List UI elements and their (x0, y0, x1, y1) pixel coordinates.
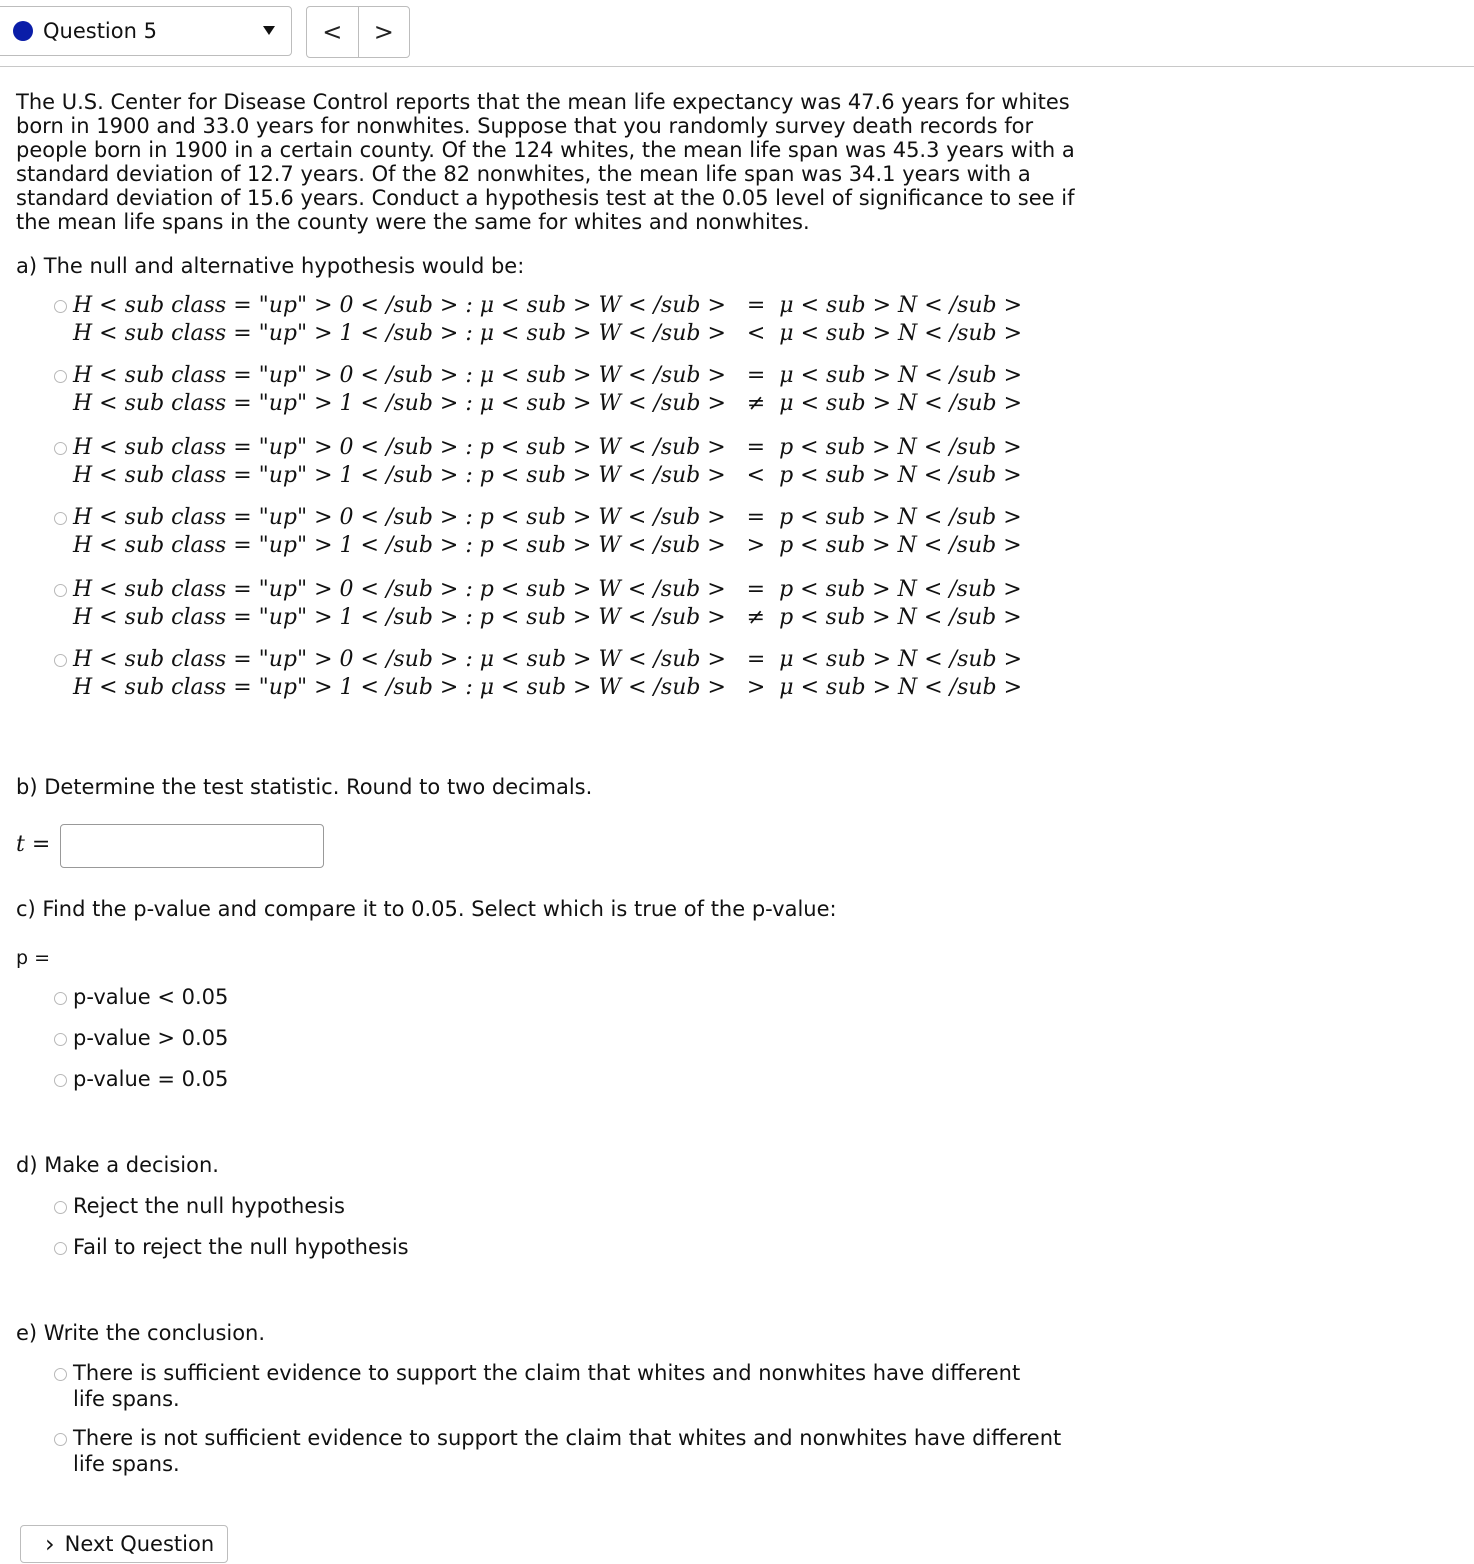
radio-button[interactable] (54, 1368, 67, 1381)
h0-line: H < sub class = "up" > 0 < /sub > : p < sub > W < /sub > = p < sub > N < /sub > (73, 505, 1029, 530)
problem-text: The U.S. Center for Disease Control reports that the mean life expectancy was 47.6 years for whites born in 1900 and 33.0 years for nonwhites. Suppose that you randomly survey death records for people born in 1900 in a certain county. Of the 124 whites, the mean life span was 45.3 years with a standard deviation of 12.7 years. Of the 82 nonwhites, the mean life span was 34.1 years with a standard deviation of 15.6 years. Conduct a hypothesis test at the 0.05 level of significance to see if the mean life spans in the county were the same for whites and nonwhites. (16, 90, 1075, 234)
h0-line: H < sub class = "up" > 0 < /sub > : μ < sub > W < /sub > = μ < sub > N < /sub > (73, 293, 1030, 318)
h1-line: H < sub class = "up" > 1 < /sub > : p < sub > W < /sub > > p < sub > N < /sub > (73, 533, 1029, 558)
radio-button[interactable] (54, 1242, 67, 1255)
radio-button[interactable] (54, 300, 67, 313)
hypothesis-option-1-text (73, 292, 1029, 348)
hypothesis-option-5-text (73, 576, 1029, 632)
part-d-prompt: d) Make a decision. (16, 1153, 219, 1177)
hypothesis-option-1[interactable] (54, 292, 1029, 348)
test-statistic-input[interactable] (60, 824, 324, 868)
decision-option-reject-label: Reject the null hypothesis (73, 1194, 345, 1218)
part-e-prompt: e) Write the conclusion. (16, 1321, 266, 1345)
radio-button[interactable] (54, 1074, 67, 1087)
h0-line: H < sub class = "up" > 0 < /sub > : μ < sub > W < /sub > = μ < sub > N < /sub > (73, 363, 1030, 388)
part-a-prompt: a) The null and alternative hypothesis would be: (16, 254, 525, 278)
p-value-option-2[interactable] (54, 1025, 228, 1051)
radio-button[interactable] (54, 1201, 67, 1214)
part-c-prompt: c) Find the p-value and compare it to 0.05. Select which is true of the p-value: (16, 897, 837, 921)
radio-button[interactable] (54, 442, 67, 455)
h1-line: H < sub class = "up" > 1 < /sub > : p < sub > W < /sub > < p < sub > N < /sub > (73, 463, 1029, 488)
conclusion-option-not-sufficient-label: There is not sufficient evidence to support the claim that whites and nonwhites have different life spans. (73, 1426, 1062, 1476)
question-select[interactable] (0, 6, 292, 56)
conclusion-option-not-sufficient[interactable] (54, 1425, 1064, 1477)
conclusion-option-sufficient[interactable] (54, 1360, 1044, 1412)
hypothesis-option-4[interactable] (54, 504, 1029, 560)
h1-line: H < sub class = "up" > 1 < /sub > : μ < sub > W < /sub > < μ < sub > N < /sub > (73, 321, 1030, 346)
p-value-option-2-label: p-value > 0.05 (73, 1026, 229, 1050)
radio-button[interactable] (54, 584, 67, 597)
h0-line: H < sub class = "up" > 0 < /sub > : p < sub > W < /sub > = p < sub > N < /sub > (73, 435, 1029, 460)
question-status-dot (13, 21, 33, 41)
p-value-option-1[interactable] (54, 984, 228, 1010)
next-question-button[interactable] (20, 1525, 228, 1563)
hypothesis-option-6-text (73, 646, 1029, 702)
next-question-label: Next Question (64, 1532, 215, 1556)
t-label: t = (16, 832, 51, 857)
p-value-option-3-label: p-value = 0.05 (73, 1067, 229, 1091)
chevron-right-icon: › (45, 1530, 55, 1558)
hypothesis-option-5[interactable] (54, 576, 1029, 632)
h1-line: H < sub class = "up" > 1 < /sub > : p < sub > W < /sub > ≠ p < sub > N < /sub > (73, 605, 1029, 630)
conclusion-option-sufficient-label: There is sufficient evidence to support the claim that whites and nonwhites have different life spans. (73, 1361, 1021, 1411)
decision-option-reject[interactable] (54, 1193, 345, 1219)
part-b-prompt: b) Determine the test statistic. Round to two decimals. (16, 775, 593, 799)
decision-option-fail-to-reject[interactable] (54, 1234, 409, 1260)
p-value-option-3[interactable] (54, 1066, 228, 1092)
hypothesis-option-2-text (73, 362, 1029, 418)
p-value-label: p = (16, 947, 51, 969)
decision-option-fail-to-reject-label: Fail to reject the null hypothesis (73, 1235, 409, 1259)
radio-button[interactable] (54, 654, 67, 667)
h0-line: H < sub class = "up" > 0 < /sub > : μ < sub > W < /sub > = μ < sub > N < /sub > (73, 647, 1030, 672)
hypothesis-option-3-text (73, 434, 1029, 490)
hypothesis-option-2[interactable] (54, 362, 1029, 418)
hypothesis-option-3[interactable] (54, 434, 1029, 490)
next-question-arrow-button[interactable]: > (358, 7, 410, 57)
dropdown-arrow-icon (263, 26, 275, 35)
radio-button[interactable] (54, 992, 67, 1005)
hypothesis-option-4-text (73, 504, 1029, 560)
h1-line: H < sub class = "up" > 1 < /sub > : μ < sub > W < /sub > ≠ μ < sub > N < /sub > (73, 391, 1030, 416)
p-value-option-1-label: p-value < 0.05 (73, 985, 229, 1009)
previous-question-button[interactable]: < (322, 18, 343, 46)
radio-button[interactable] (54, 512, 67, 525)
question-nav-bar (0, 0, 1474, 67)
radio-button[interactable] (54, 1433, 67, 1446)
h0-line: H < sub class = "up" > 0 < /sub > : p < sub > W < /sub > = p < sub > N < /sub > (73, 577, 1029, 602)
question-select-label: Question 5 (43, 19, 157, 43)
radio-button[interactable] (54, 370, 67, 383)
h1-line: H < sub class = "up" > 1 < /sub > : μ < sub > W < /sub > > μ < sub > N < /sub > (73, 675, 1030, 700)
radio-button[interactable] (54, 1033, 67, 1046)
problem-statement (16, 90, 1076, 234)
question-nav-buttons (306, 6, 410, 58)
hypothesis-option-6[interactable] (54, 646, 1029, 702)
